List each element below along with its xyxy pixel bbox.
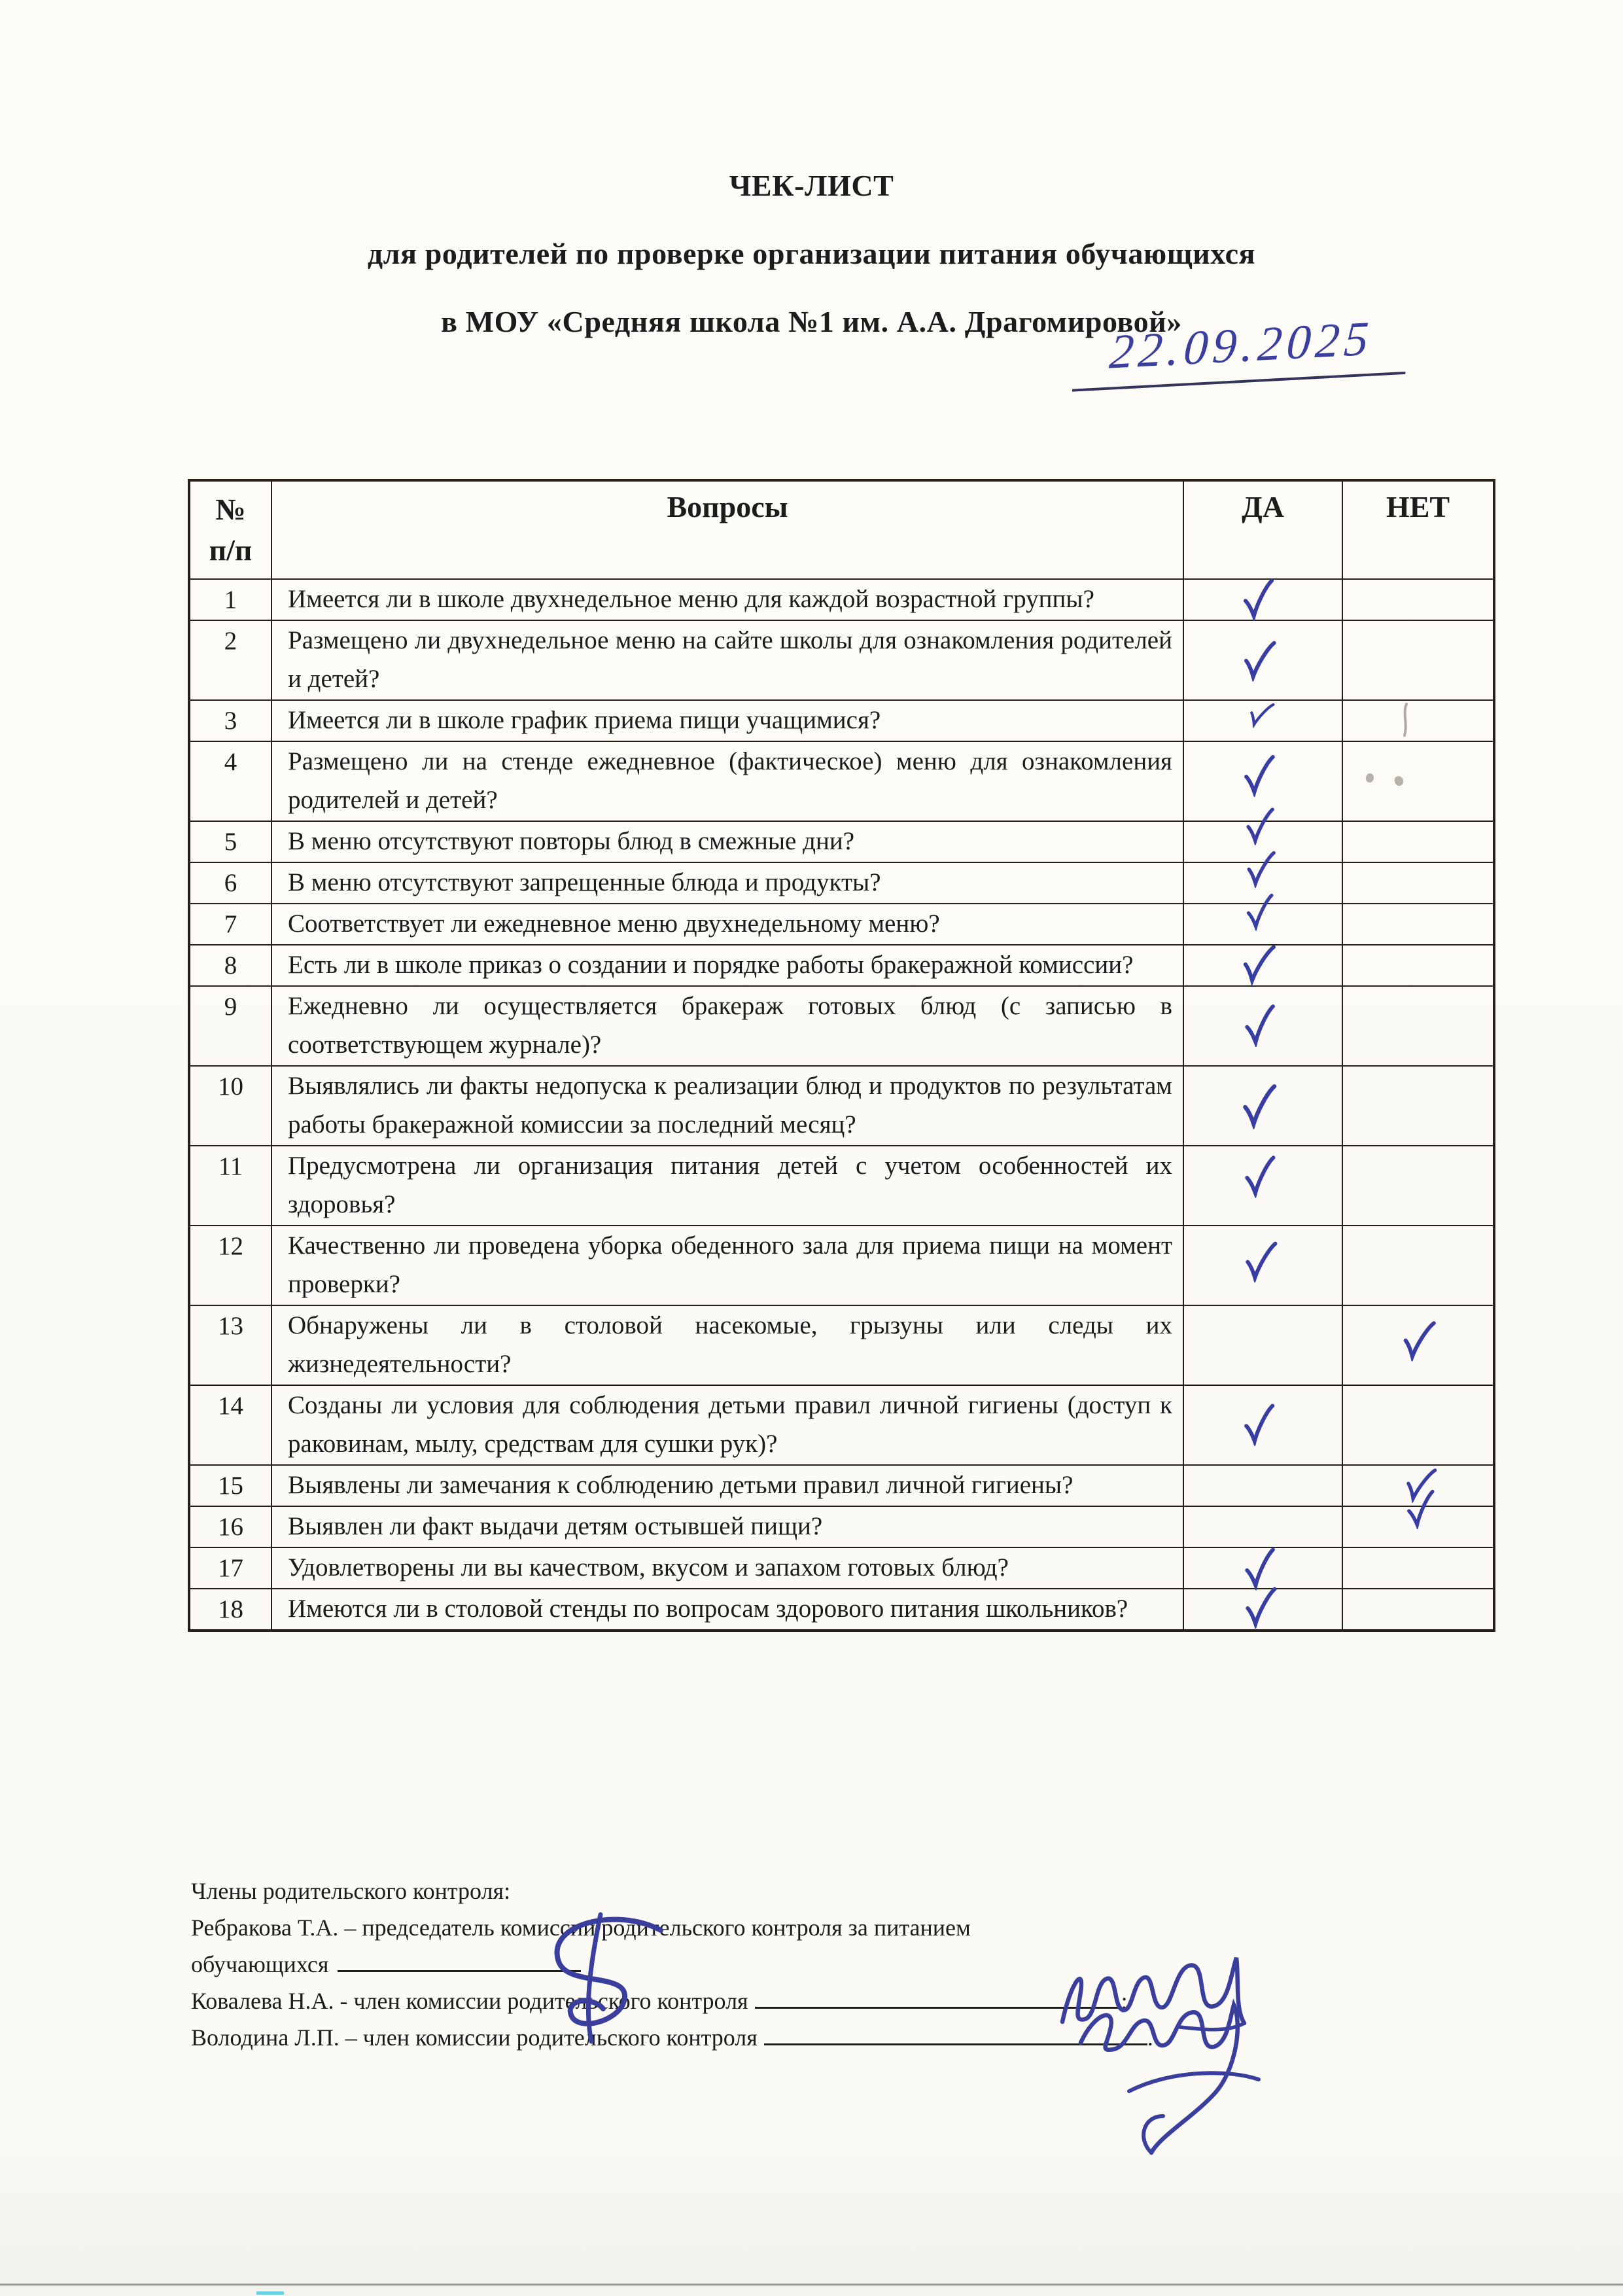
table-row — [189, 821, 1494, 862]
row-number: 1 — [189, 579, 271, 620]
title-line-2: для родителей по проверке организации питания обучающихся — [367, 237, 1256, 270]
header-number-column — [189, 480, 271, 579]
no-cell — [1342, 1066, 1494, 1146]
table-row — [189, 1305, 1494, 1385]
question-text: Качественно ли проведена уборка обеденного зала для приема пищи на момент проверки? — [271, 1226, 1183, 1305]
no-cell — [1342, 862, 1494, 904]
scan-edge-dash — [256, 2291, 284, 2295]
question-text: Созданы ли условия для соблюдения детьми правил личной гигиены (доступ к раковинам, мылу, средствам для сушки рук)? — [271, 1385, 1183, 1465]
table-row — [189, 741, 1494, 821]
yes-cell — [1183, 1506, 1342, 1547]
question-text: Размещено ли двухнедельное меню на сайте школы для ознакомления родителей и детей? — [271, 620, 1183, 700]
row-number: 7 — [189, 904, 271, 945]
no-cell — [1342, 1226, 1494, 1305]
question-text: Выявлялись ли факты недопуска к реализации блюд и продуктов по результатам работы бракеражной комиссии за последний месяц? — [271, 1066, 1183, 1146]
table-row — [189, 1066, 1494, 1146]
table-row — [189, 986, 1494, 1066]
header-yes-column: ДА — [1183, 480, 1342, 579]
table-row — [189, 1385, 1494, 1465]
check-mark-icon — [1402, 1488, 1439, 1530]
document-title — [0, 0, 1623, 356]
chair-line-2 — [191, 1946, 1473, 1983]
check-mark-icon — [1240, 1002, 1278, 1048]
yes-cell — [1183, 1465, 1342, 1506]
yes-cell — [1183, 579, 1342, 620]
question-text: Удовлетворены ли вы качеством, вкусом и запахом готовых блюд? — [271, 1547, 1183, 1589]
question-text: Выявлены ли замечания к соблюдению детьми правил личной гигиены? — [271, 1465, 1183, 1506]
member1-punct: ; — [1121, 1988, 1128, 2014]
check-mark-icon — [1242, 1585, 1278, 1629]
no-cell — [1342, 1305, 1494, 1385]
checklist-table — [188, 479, 1495, 1632]
no-cell — [1342, 700, 1494, 741]
row-number: 3 — [189, 700, 271, 741]
signature-volodina — [1052, 1988, 1281, 2164]
header-no-column: НЕТ — [1342, 480, 1494, 579]
check-mark-icon — [1244, 696, 1276, 732]
yes-cell — [1183, 904, 1342, 945]
table-row — [189, 945, 1494, 986]
row-number: 8 — [189, 945, 271, 986]
row-number: 18 — [189, 1589, 271, 1631]
row-number: 10 — [189, 1066, 271, 1146]
title-line-3: в МОУ «Средняя школа №1 им. А.А. Драгомировой» — [441, 305, 1182, 338]
chair-line-2-text: обучающихся — [191, 1951, 329, 1977]
question-text: Обнаружены ли в столовой насекомые, грызуны или следы их жизнедеятельности? — [271, 1305, 1183, 1385]
header-number-bottom: п/п — [209, 533, 253, 567]
member1-line-text: Ковалева Н.А. - член комиссии родительского контроля — [191, 1988, 748, 2014]
table-row — [189, 904, 1494, 945]
yes-cell — [1183, 1066, 1342, 1146]
check-mark-icon — [1241, 1239, 1279, 1283]
member2-line-text: Володина Л.П. – член комиссии родительского контроля — [191, 2024, 758, 2051]
question-text: Выявлен ли факт выдачи детям остывшей пищи? — [271, 1506, 1183, 1547]
row-number: 5 — [189, 821, 271, 862]
no-cell — [1342, 821, 1494, 862]
row-number: 9 — [189, 986, 271, 1066]
chair-line: Ребракова Т.А. – председатель комиссии родительского контроля за питанием — [191, 1915, 971, 1941]
yes-cell — [1183, 986, 1342, 1066]
table-row — [189, 579, 1494, 620]
yes-cell — [1183, 1146, 1342, 1226]
yes-cell — [1183, 1547, 1342, 1589]
table-header-row — [189, 480, 1494, 579]
no-cell — [1342, 986, 1494, 1066]
table-row — [189, 1146, 1494, 1226]
check-mark-icon — [1240, 753, 1277, 797]
question-text: Имеются ли в столовой стенды по вопросам здорового питания школьников? — [271, 1589, 1183, 1631]
check-mark-icon — [1240, 1402, 1278, 1447]
check-mark-icon — [1398, 1317, 1437, 1363]
no-cell — [1342, 741, 1494, 821]
handwritten-date: 22.09.2025 — [1072, 309, 1410, 391]
question-text: В меню отсутствуют повторы блюд в смежные дни? — [271, 821, 1183, 862]
table-body — [189, 579, 1494, 1631]
row-number: 15 — [189, 1465, 271, 1506]
check-mark-icon — [1242, 892, 1276, 931]
scan-artifact-mark — [1399, 701, 1413, 738]
check-mark-icon — [1239, 576, 1277, 621]
yes-cell — [1183, 1305, 1342, 1385]
no-cell — [1342, 620, 1494, 700]
check-mark-icon — [1239, 638, 1278, 683]
row-number: 14 — [189, 1385, 271, 1465]
question-text: Соответствует ли ежедневное меню двухнедельному меню? — [271, 904, 1183, 945]
signature-rebrakova — [485, 1905, 708, 2046]
yes-cell — [1183, 945, 1342, 986]
check-mark-icon — [1240, 1545, 1278, 1591]
title-line-1: ЧЕК-ЛИСТ — [729, 169, 894, 202]
table-row — [189, 1589, 1494, 1631]
row-number: 6 — [189, 862, 271, 904]
question-text: Ежедневно ли осуществляется бракераж готовых блюд (с записью в соответствующем журнале)? — [271, 986, 1183, 1066]
table-row — [189, 620, 1494, 700]
member1-line — [191, 1983, 1473, 2019]
check-mark-icon — [1239, 1082, 1278, 1129]
row-number: 16 — [189, 1506, 271, 1547]
row-number: 11 — [189, 1146, 271, 1226]
row-number: 13 — [189, 1305, 271, 1385]
yes-cell — [1183, 1226, 1342, 1305]
question-text: Предусмотрена ли организация питания детей с учетом особенностей их здоровья? — [271, 1146, 1183, 1226]
table-row — [189, 1506, 1494, 1547]
yes-cell — [1183, 1385, 1342, 1465]
no-cell — [1342, 579, 1494, 620]
table-row — [189, 1226, 1494, 1305]
scan-edge-area — [0, 2286, 1623, 2296]
question-text: В меню отсутствуют запрещенные блюда и продукты? — [271, 862, 1183, 904]
member2-line — [191, 2019, 1473, 2056]
signature-block — [191, 1873, 1473, 2056]
yes-cell — [1183, 620, 1342, 700]
check-mark-icon — [1243, 806, 1276, 845]
question-text: Есть ли в школе приказ о создании и порядке работы бракеражной комиссии? — [271, 945, 1183, 986]
no-cell — [1342, 945, 1494, 986]
check-mark-icon — [1243, 848, 1277, 888]
table-row — [189, 1465, 1494, 1506]
question-text: Имеется ли в школе двухнедельное меню для каждой возрастной группы? — [271, 579, 1183, 620]
row-number: 2 — [189, 620, 271, 700]
row-number: 17 — [189, 1547, 271, 1589]
check-mark-icon — [1240, 1154, 1278, 1199]
no-cell — [1342, 1385, 1494, 1465]
member2-punct: . — [1147, 2024, 1153, 2051]
table-row — [189, 1547, 1494, 1589]
yes-cell — [1183, 700, 1342, 741]
header-questions-column: Вопросы — [271, 480, 1183, 579]
row-number: 12 — [189, 1226, 271, 1305]
question-text: Имеется ли в школе график приема пищи учащимися? — [271, 700, 1183, 741]
yes-cell — [1183, 1589, 1342, 1631]
no-cell — [1342, 1547, 1494, 1589]
members-heading: Члены родительского контроля: — [191, 1878, 511, 1904]
question-text: Размещено ли на стенде ежедневное (фактическое) меню для ознакомления родителей и детей? — [271, 741, 1183, 821]
no-cell — [1342, 1146, 1494, 1226]
check-mark-icon — [1238, 941, 1277, 987]
table-row — [189, 862, 1494, 904]
row-number: 4 — [189, 741, 271, 821]
no-cell — [1342, 1506, 1494, 1547]
table-row — [189, 700, 1494, 741]
no-cell — [1342, 1589, 1494, 1631]
no-cell — [1342, 904, 1494, 945]
header-number-top: № — [215, 493, 246, 526]
